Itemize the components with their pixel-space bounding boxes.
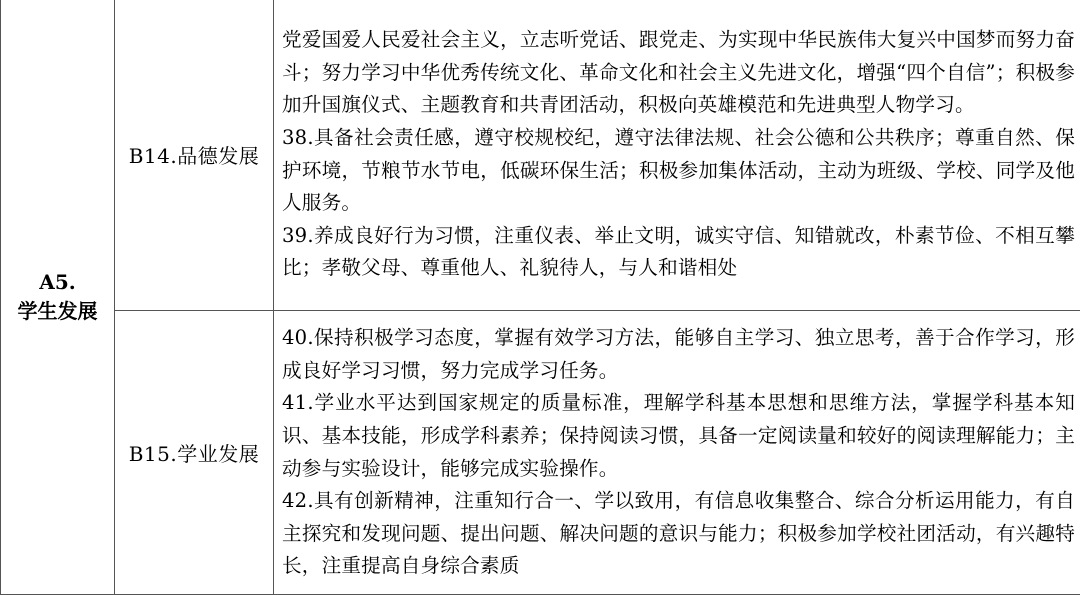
criteria-item: 党爱国爱人民爱社会主义，立志听党话、跟党走、为实现中华民族伟大复兴中国梦而努力奋斗；努力学习中华优秀传统文化、革命文化和社会主义先进文化，增强“四个自信”；积极参加升国旗仪式、主题教育和共青团活动，积极向英雄模范和先进典型人物学习。 bbox=[282, 28, 1075, 117]
criteria-content-cell bbox=[274, 0, 1080, 311]
criteria-list bbox=[274, 322, 1080, 583]
criteria-list bbox=[274, 24, 1080, 285]
table-row bbox=[1, 311, 1080, 595]
primary-indicator-name: 学生发展 bbox=[17, 298, 98, 323]
criteria-item: 38.具备社会责任感，遵守校规校纪，遵守法律法规、社会公德和公共秩序；尊重自然、保护环境，节粮节水节电，低碳环保生活；积极参加集体活动，主动为班级、学校、同学及他人服务。 bbox=[282, 125, 1075, 215]
secondary-indicator-cell bbox=[115, 311, 274, 595]
criteria-item: 39.养成良好行为习惯，注重仪表、举止文明，诚实守信、知错就改，朴素节俭、不相互攀比；孝敬父母、尊重他人、礼貌待人，与人和谐相处 bbox=[282, 223, 1075, 280]
secondary-indicator-cell bbox=[115, 0, 274, 311]
criteria-item: 41.学业水平达到国家规定的质量标准，理解学科基本思想和思维方法，掌握学科基本知识、基本技能，形成学科素养；保持阅读习惯，具备一定阅读量和较好的阅读理解能力；主动参与实验设计，能够完成实验操作。 bbox=[282, 391, 1075, 480]
primary-indicator-code: A5. bbox=[39, 269, 76, 294]
primary-indicator-cell bbox=[1, 0, 115, 595]
secondary-indicator-label: B14.品德发展 bbox=[128, 144, 260, 168]
criteria-item: 42.具有创新精神，注重知行合一、学以致用，有信息收集整合、综合分析运用能力，有自主探究和发现问题、提出问题、解决问题的意识与能力；积极参加学校社团活动，有兴趣特长，注重提高自身综合素质 bbox=[282, 489, 1075, 578]
secondary-indicator-label: B15.学业发展 bbox=[128, 442, 260, 466]
criteria-content-cell bbox=[274, 311, 1080, 595]
criteria-item: 40.保持积极学习态度，掌握有效学习方法，能够自主学习、独立思考，善于合作学习，形成良好学习习惯，努力完成学习任务。 bbox=[282, 326, 1075, 382]
table-row bbox=[1, 0, 1080, 311]
